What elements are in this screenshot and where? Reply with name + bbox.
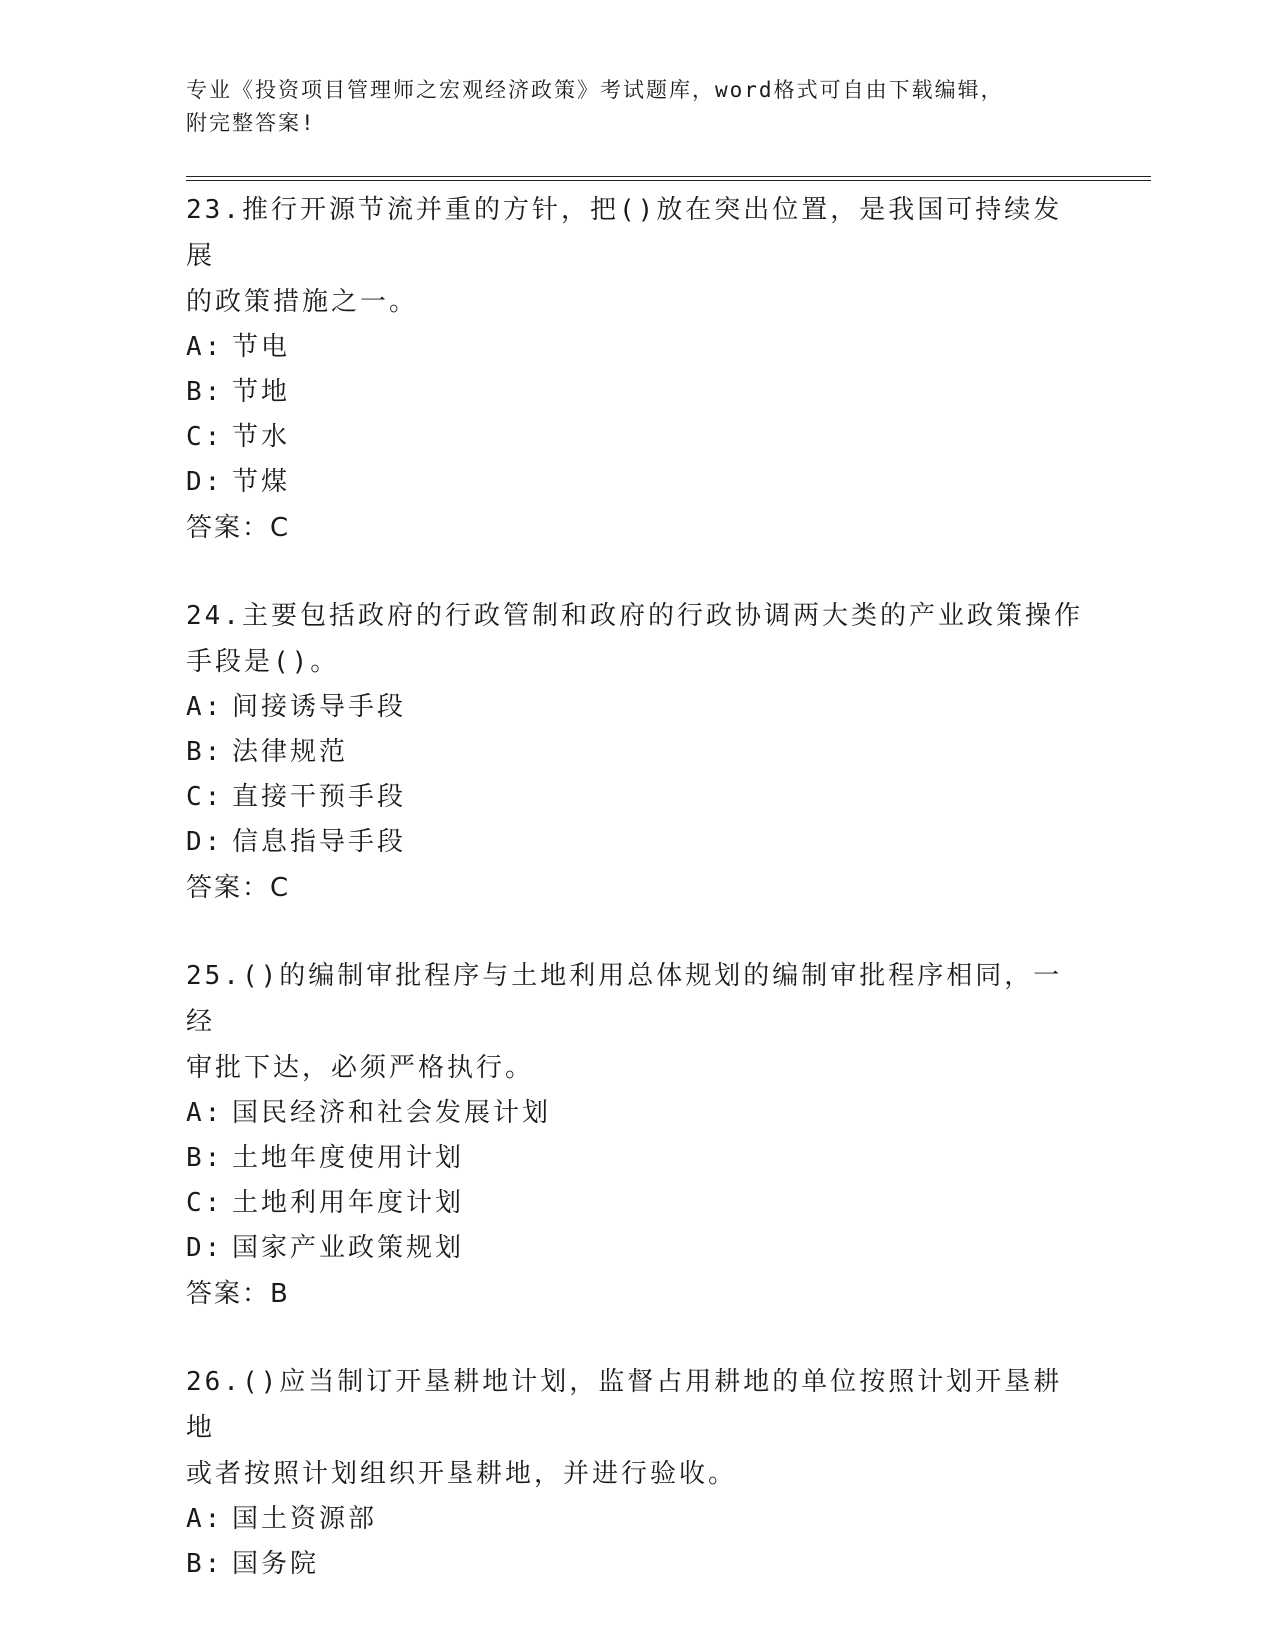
question-stem-line-1: 25.()的编制审批程序与土地利用总体规划的编制审批程序相同，一经 xyxy=(186,961,1063,1037)
question-stem-line-2: 手段是()。 xyxy=(186,647,340,677)
answer: 答案：C xyxy=(186,873,291,903)
option-text: 节地 xyxy=(232,377,291,407)
question-stem-line-1: 24.主要包括政府的行政管制和政府的行政协调两大类的产业政策操作 xyxy=(186,601,1083,631)
option-text: 直接干预手段 xyxy=(232,782,407,812)
option-c xyxy=(186,415,1086,460)
option-a xyxy=(186,1091,1086,1136)
option-b xyxy=(186,1136,1086,1181)
option-letter: C: xyxy=(186,422,224,452)
option-letter: A: xyxy=(186,1098,224,1128)
header-line-1: 专业《投资项目管理师之宏观经济政策》考试题库，word格式可自由下载编辑， xyxy=(186,78,1004,102)
option-letter: A: xyxy=(186,692,224,722)
option-a xyxy=(186,685,1086,730)
question-stem-line-1: 23.推行开源节流并重的方针，把()放在突出位置，是我国可持续发展 xyxy=(186,195,1063,271)
option-letter: B: xyxy=(186,737,224,767)
option-b xyxy=(186,370,1086,415)
answer: 答案：B xyxy=(186,1279,290,1309)
option-d xyxy=(186,820,1086,865)
option-letter: D: xyxy=(186,467,224,497)
document-header xyxy=(186,74,1086,140)
option-c xyxy=(186,775,1086,820)
option-letter: C: xyxy=(186,1188,224,1218)
option-letter: B: xyxy=(186,1549,224,1579)
option-letter: B: xyxy=(186,1143,224,1173)
option-letter: D: xyxy=(186,827,224,857)
option-d xyxy=(186,460,1086,505)
header-line-2: 附完整答案! xyxy=(186,111,316,135)
question-stem-line-2: 或者按照计划组织开垦耕地，并进行验收。 xyxy=(186,1459,738,1489)
option-a xyxy=(186,1497,1086,1542)
question-26 xyxy=(186,1359,1086,1587)
header-divider xyxy=(186,176,1151,181)
question-23 xyxy=(186,187,1086,551)
option-text: 节电 xyxy=(232,332,291,362)
option-text: 国土资源部 xyxy=(232,1504,378,1534)
option-text: 法律规范 xyxy=(232,737,349,767)
question-25 xyxy=(186,953,1086,1317)
option-b xyxy=(186,730,1086,775)
option-letter: C: xyxy=(186,782,224,812)
question-stem-line-1: 26.()应当制订开垦耕地计划，监督占用耕地的单位按照计划开垦耕地 xyxy=(186,1367,1063,1443)
option-letter: B: xyxy=(186,377,224,407)
option-text: 节水 xyxy=(232,422,291,452)
option-text: 土地年度使用计划 xyxy=(232,1143,465,1173)
option-text: 土地利用年度计划 xyxy=(232,1188,465,1218)
question-list xyxy=(186,187,1086,1629)
option-a xyxy=(186,325,1086,370)
option-text: 国务院 xyxy=(232,1549,320,1579)
option-text: 国民经济和社会发展计划 xyxy=(232,1098,552,1128)
option-letter: D: xyxy=(186,1233,224,1263)
option-text: 信息指导手段 xyxy=(232,827,407,857)
option-text: 国家产业政策规划 xyxy=(232,1233,465,1263)
answer: 答案：C xyxy=(186,513,291,543)
option-text: 间接诱导手段 xyxy=(232,692,407,722)
option-d xyxy=(186,1226,1086,1271)
question-24 xyxy=(186,593,1086,911)
option-letter: A: xyxy=(186,1504,224,1534)
option-text: 节煤 xyxy=(232,467,291,497)
option-b xyxy=(186,1542,1086,1587)
option-c xyxy=(186,1181,1086,1226)
option-letter: A: xyxy=(186,332,224,362)
question-stem-line-2: 审批下达，必须严格执行。 xyxy=(186,1053,535,1083)
question-stem-line-2: 的政策措施之一。 xyxy=(186,287,419,317)
